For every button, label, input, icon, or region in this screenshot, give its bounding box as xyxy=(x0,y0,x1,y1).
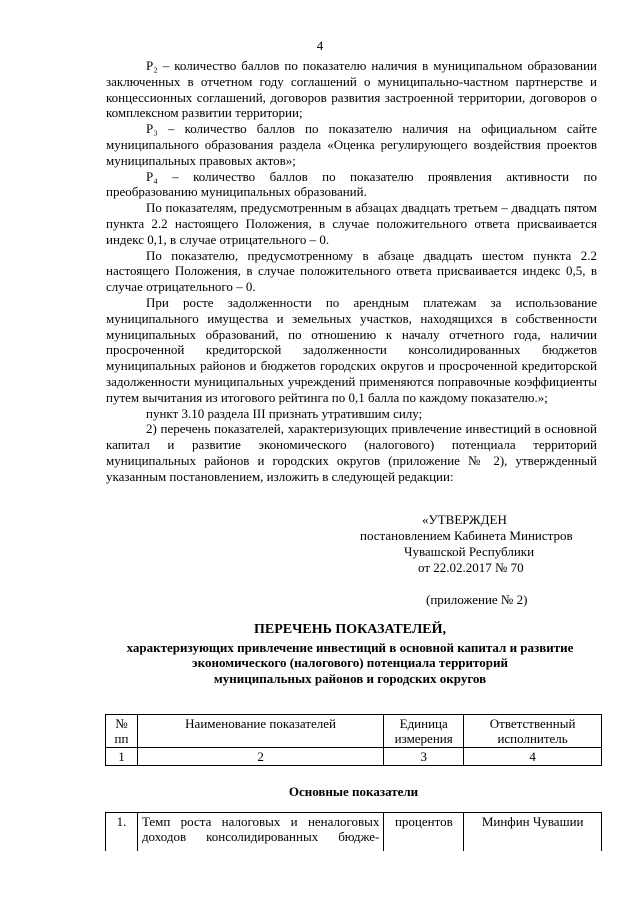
table-row xyxy=(106,813,602,852)
approval-stamp xyxy=(360,512,610,608)
appendix-label: (приложение № 2) xyxy=(426,592,528,607)
paragraph: 2) перечень показателей, характеризующих привлечение инвестиций в основной капитал и развитие экономического (налогового) потенциала территорий муниципальных районов и городских округов (приложение № 2), утвержденный указанным постановлением, изложить в следующей редакции: xyxy=(106,421,597,484)
row-unit: процентов xyxy=(384,813,464,852)
document-title xyxy=(90,622,610,686)
approval-line: от 22.02.2017 № 70 xyxy=(418,560,524,575)
approval-line: постановлением Кабинета Министров xyxy=(360,528,573,543)
header-unit: Единица измерения xyxy=(384,715,464,748)
paragraph: При росте задолженности по арендным платежам за использование муниципального имущества и земельных участков, находящихся в собственности муниципальных образований, по отношению к началу отчетного года, наличии просроченной кредиторской задолженности консолидированных бюджетов муниципальных районов и бюджетов городских округов и просроченной кредиторской задолженности муниципальных учреждений применяются поправочные коэффициенты путем вычитания из итогового рейтинга по 0,1 балла по каждому показателю.»; xyxy=(106,294,597,405)
approval-line: Чувашской Республики xyxy=(404,544,535,559)
col-number: 4 xyxy=(464,748,602,766)
approval-line: «УТВЕРЖДЕН xyxy=(422,512,507,527)
paragraph: По показателям, предусмотренным в абзацах двадцать третьем – двадцать пятом пункта 2.2 настоящего Положения, в случае положительного ответа присваивается индекс 0,1, в случае отрицательного – 0. xyxy=(106,200,597,247)
page-number: 4 xyxy=(316,38,324,53)
row-name: Темп роста налоговых и неналоговых доходов консолидированных бюдже- xyxy=(137,813,383,852)
table-header-row xyxy=(106,715,602,748)
section-title: Основные показатели xyxy=(288,784,419,799)
paragraph: пункт 3.10 раздела III признать утратившим силу; xyxy=(146,405,423,421)
paragraph: P₃ – количество баллов по показателю наличия на официальном сайте муниципального образования раздела «Оценка регулирующего воздействия проектов муниципальных правовых актов»; xyxy=(106,121,597,168)
table-col-number-row xyxy=(106,748,602,766)
col-number: 3 xyxy=(384,748,464,766)
title-line: характеризующих привлечение инвестиций в основной капитал и развитие xyxy=(126,639,574,655)
header-name: Наименование показателей xyxy=(137,715,383,748)
indicators-table-body xyxy=(105,812,602,851)
title-line: муниципальных районов и городских округов xyxy=(213,670,487,686)
paragraph: P₄ – количество баллов по показателю проявления активности по преобразованию муниципальных образований. xyxy=(106,168,597,200)
paragraph: По показателю, предусмотренному в абзаце двадцать шестом пункта 2.2 настоящего Положения, в случае положительного ответа присваивается индекс 0,5, в случае отрицательного – 0. xyxy=(106,247,597,295)
col-number: 1 xyxy=(106,748,138,766)
row-num: 1. xyxy=(106,813,138,852)
title-main: ПЕРЕЧЕНЬ ПОКАЗАТЕЛЕЙ, xyxy=(254,622,446,637)
title-line: экономического (налогового) потенциала территорий xyxy=(192,655,508,670)
indicators-table-header xyxy=(105,714,602,766)
header-responsible: Ответственный исполнитель xyxy=(464,715,602,748)
paragraph: P₂ – количество баллов по показателю наличия в муниципальном образовании заключенных в отчетном году соглашений о муниципально-частном партнерстве и концессионных соглашений, договоров развития застроенной территории, договоров о комплексном развитии территории; xyxy=(106,58,597,121)
header-num: № пп xyxy=(106,715,138,748)
body-text xyxy=(106,58,597,485)
row-responsible: Минфин Чувашии xyxy=(464,813,602,852)
col-number: 2 xyxy=(137,748,383,766)
